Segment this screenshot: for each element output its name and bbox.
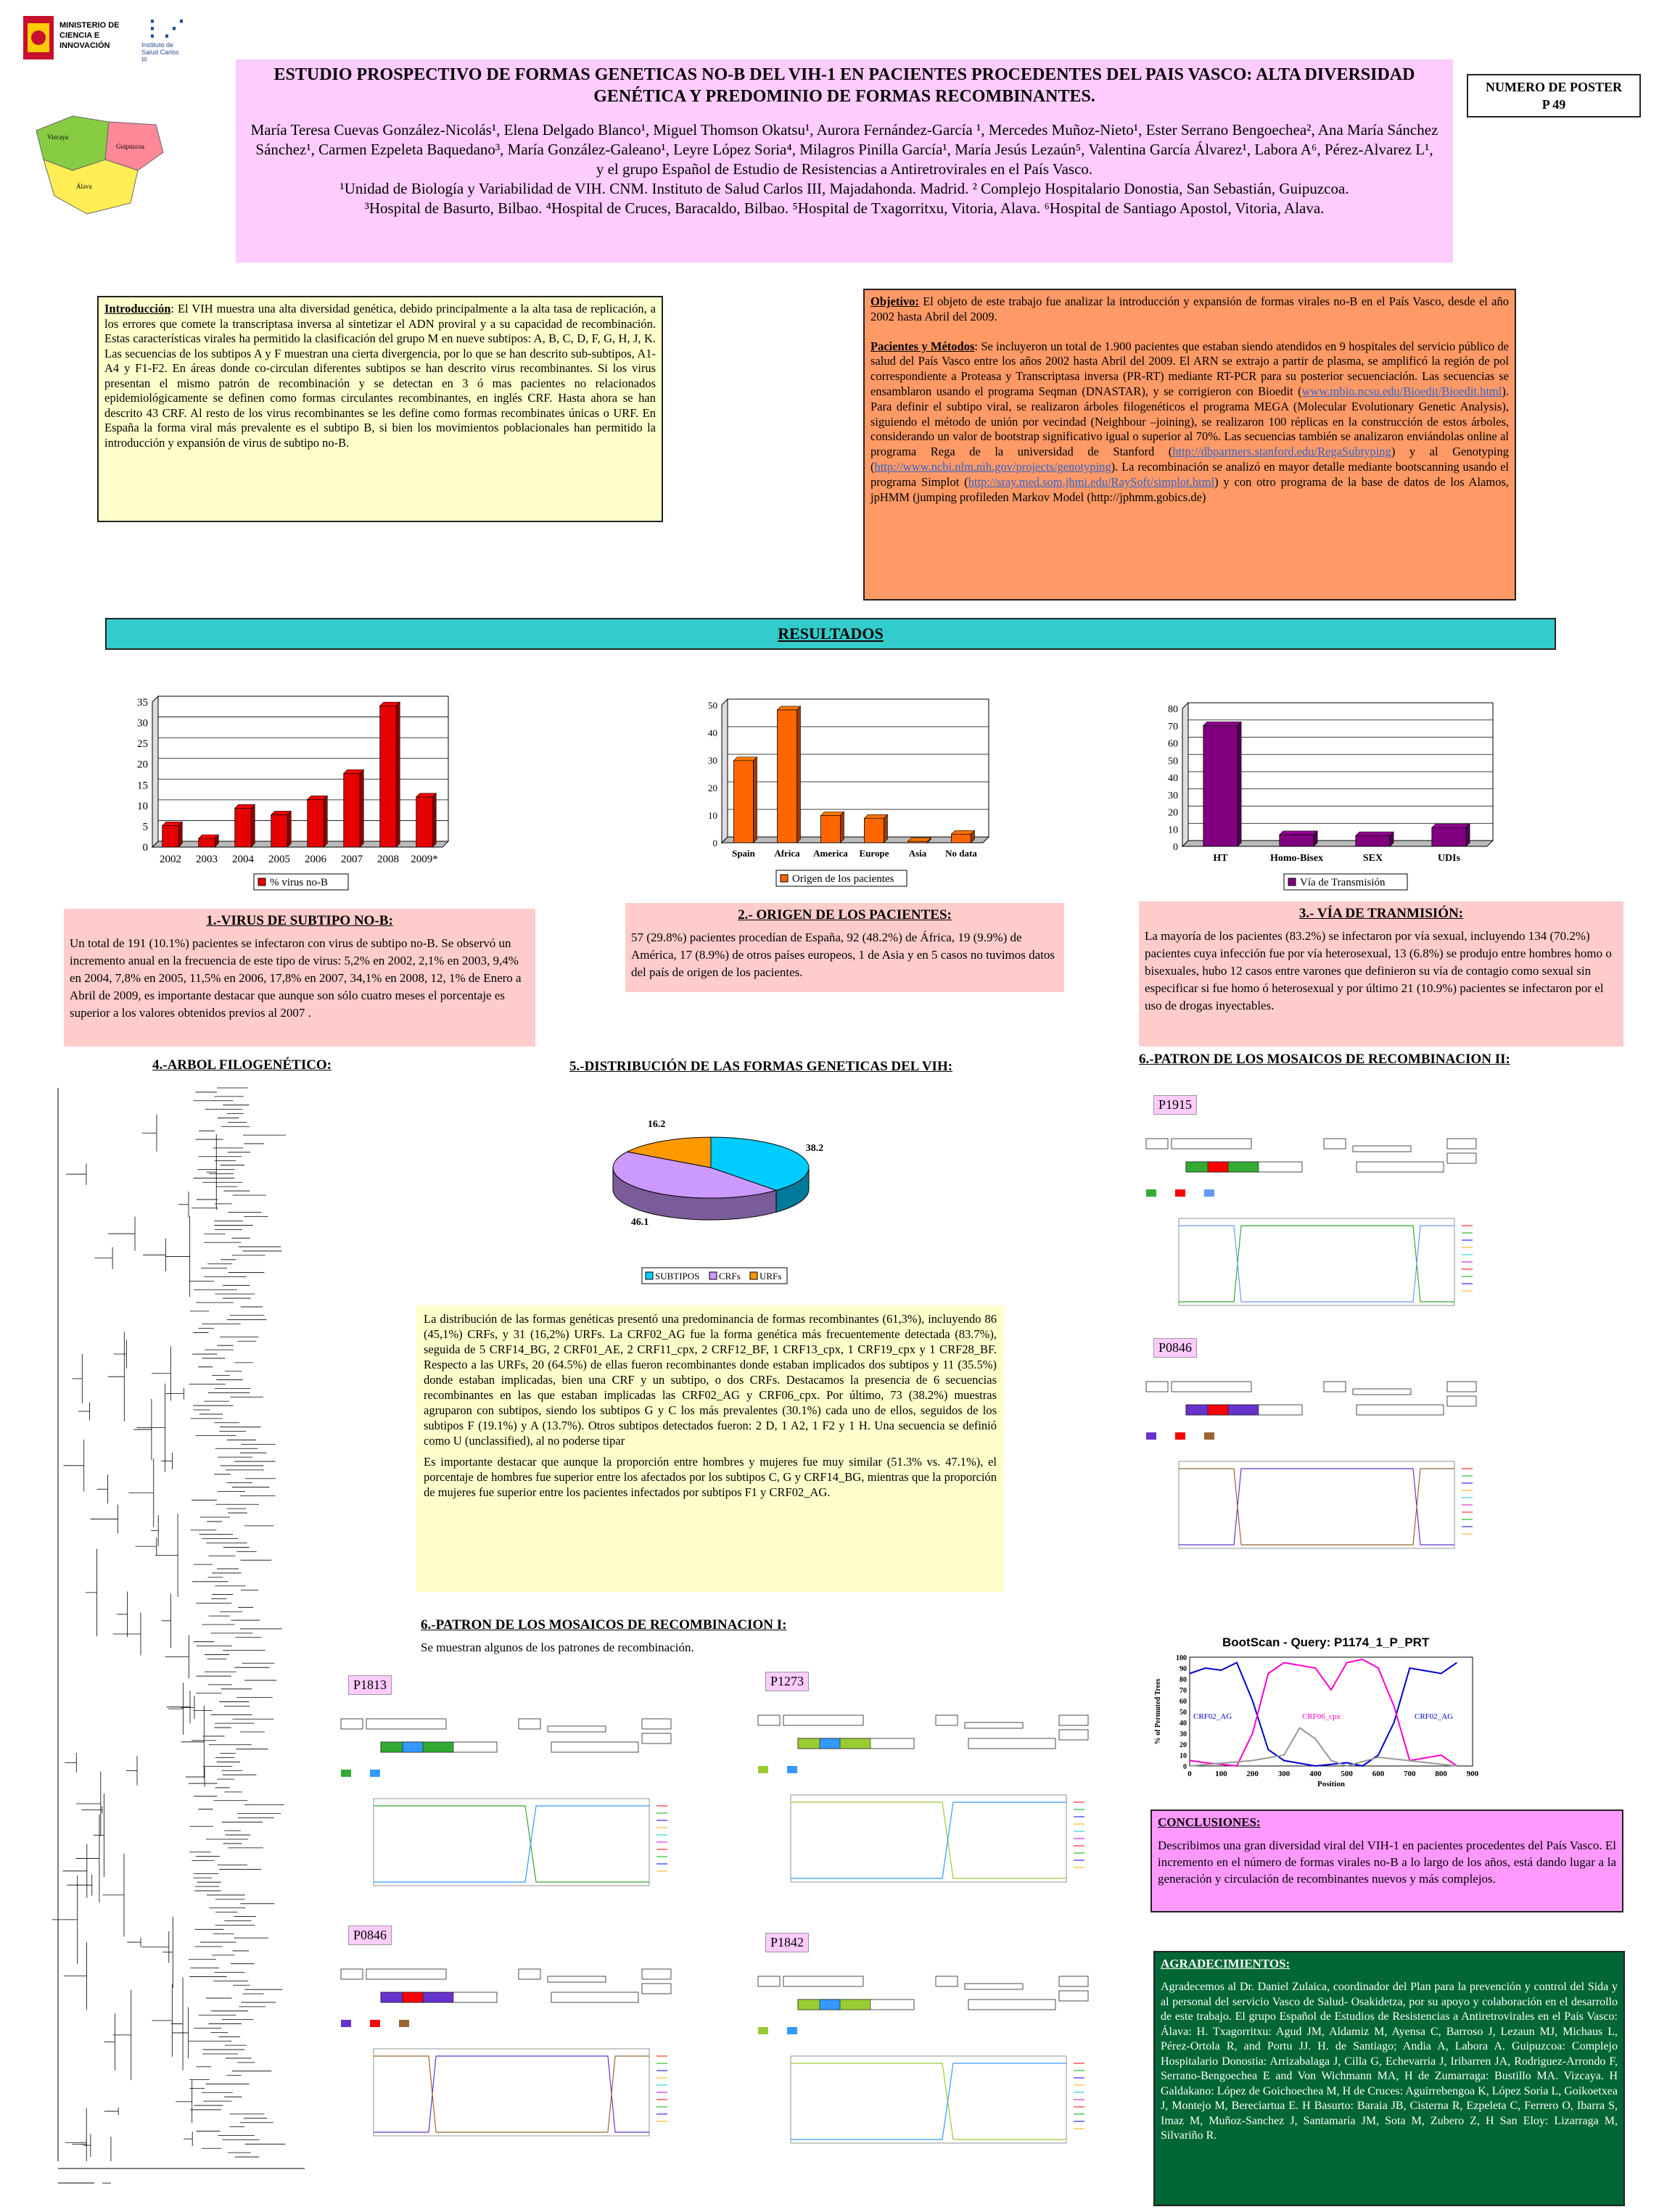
- genome-ltr-3: [1447, 1396, 1476, 1406]
- simplot-link[interactable]: http://sray.med.som.jhmi.edu/RaySoft/simplot.html: [968, 474, 1215, 489]
- bar: [271, 814, 288, 847]
- x-tick-label: 100: [1215, 1770, 1227, 1778]
- introduction-heading: Introducción: [104, 302, 171, 315]
- legend-swatch: [258, 878, 265, 886]
- section3-body: La mayoría de los pacientes (83.2%) se infectaron por vía sexual, incluyendo 134 (70.2%) pacientes cuya infección fue por vía heterosexual, 13 (6.8%) se produjo entre hombres homo o bisexuales, hubo 12 casos entre varones que definieron su vía de contagio como sexual sin especificar si fue homo ó heterosexual y por último 21 (10.9%) pacientes se infectaron por el uso de drogas inyectables.: [1145, 929, 1612, 1012]
- genome-tat: [965, 1984, 1023, 1989]
- section6b-title: 6.-PATRON DE LOS MOSAICOS DE RECOMBINACION II:: [1139, 1052, 1510, 1067]
- bar: [1280, 835, 1314, 846]
- bar-side: [360, 769, 363, 847]
- y-tick-label: 10: [1168, 825, 1178, 836]
- x-tick-label: 2008: [377, 854, 399, 865]
- plot-floor: [152, 841, 448, 847]
- y-tick-label: 70: [1180, 1687, 1187, 1695]
- introduction-box: [97, 296, 663, 522]
- section4-title: 4.-ARBOL FILOGENÉTICO:: [152, 1057, 332, 1073]
- x-tick-label: 2002: [160, 854, 181, 865]
- phylogenetic-tree: [44, 1081, 348, 2212]
- plot-area: [728, 699, 989, 837]
- section6a-subtitle: Se muestran algunos de los patrones de recombinación.: [421, 1641, 694, 1654]
- bootscan-region-label: CRF02_AG: [1193, 1712, 1232, 1721]
- legend-label: CRFs: [719, 1271, 741, 1282]
- x-tick-label: UDIs: [1437, 853, 1461, 864]
- genome-ltr-3: [1447, 1153, 1476, 1163]
- plot-left-wall: [722, 699, 728, 843]
- y-tick-label: 5: [142, 821, 148, 833]
- y-tick-label: 50: [1180, 1709, 1187, 1717]
- genome-tat: [965, 1722, 1023, 1728]
- bar: [380, 706, 397, 847]
- y-tick-label: 60: [1168, 738, 1178, 750]
- section6a-title: 6.-PATRON DE LOS MOSAICOS DE RECOMBINACION I:: [421, 1617, 787, 1633]
- pie-data-label: 46.1: [630, 1217, 649, 1229]
- section3-box: [1139, 901, 1623, 1047]
- bar-side: [287, 811, 291, 847]
- legend-swatch: [341, 1770, 351, 1777]
- y-tick-label: 20: [1168, 807, 1178, 819]
- y-tick-label: 70: [1168, 721, 1178, 732]
- ministry-logo: [22, 15, 138, 65]
- bar-side: [884, 814, 888, 843]
- section2-box: [625, 903, 1064, 992]
- y-tick-label: 30: [1168, 790, 1178, 801]
- y-tick-label: 10: [708, 810, 717, 821]
- acknowledgements-title: AGRADECIMIENTOS:: [1161, 1957, 1290, 1970]
- bar-top: [821, 812, 844, 815]
- bar-side: [1238, 722, 1241, 846]
- legend-swatch: [781, 875, 788, 882]
- bootscan-region-label: CRF02_AG: [1415, 1712, 1454, 1721]
- bootscan-plot-area: [791, 1795, 1066, 1882]
- mosaic-figure: [337, 1697, 686, 1915]
- bar-top: [1280, 831, 1317, 835]
- results-banner: [105, 618, 1556, 650]
- genome-gag: [783, 1976, 863, 1986]
- introduction-body: : El VIH muestra una alta diversidad genética, debido principalmente a la alta tasa de replicación, a los errores que comete la transcriptasa inversa al sintetizar el ADN proviral y a su capacidad de recombinación. Estas características virales ha permitido la clasificación del grupo M en nueve subtipos: A, B, C, D, F, G, H, J, K. Las secuencias de los subtipos A y F muestran una cierta divergencia, por lo que se han descrito sub-subtipos, A1-A4 y F1-F2. En áreas donde co-circulan diferentes subtipos se han descrito virus recombinantes. Si los virus presentan el mismo patrón de recombinación y se detectan en 3 ó mas pacientes no relacionados epidemiológicamente se definen como formas circulantes recombinantes, en inglés CRF. Hasta ahora se han descrito 43 CRF. Al resto de los virus recombinantes se les define como formas recombinates únicas o URF. En España la forma viral más prevalente es el subtipo B, si bien los movimientos poblacionales han permitido la introducción y expansión de virus de subtipo no-B.: [104, 302, 656, 450]
- map-label-alava: Álava: [76, 183, 92, 190]
- genome-vif: [1324, 1382, 1346, 1392]
- methods-body-1: : Se incluyeron un total de 1.900 pacientes que estaban siendo atendidos en 9 hospitales del servicio público de salud del País Vasco entre los años 2002 hasta Abril del 2009. El ARN se extrajo a partir de plasma, se amplificó la región de pol correspondiente a Proteasa y Transcriptasa inversa (PR-RT) mediante RT-PCR para su posterior secuenciación. Las secuencias se ensamblaron usando el programa Seqman (DNASTAR), y se corrigieron con Bioedit (: [870, 339, 1510, 398]
- bootscan-region-label: CRF06_cpx: [1302, 1712, 1341, 1721]
- bootscan-plot-area: [374, 1799, 649, 1886]
- bar: [865, 818, 884, 843]
- pie-data-label: 38.2: [805, 1143, 824, 1155]
- y-tick-label: 50: [708, 700, 717, 711]
- y-tick-label: 0: [712, 838, 717, 849]
- genome-ltr: [341, 1969, 363, 1979]
- x-tick-label: 900: [1466, 1770, 1479, 1778]
- legend-swatch: [646, 1272, 653, 1279]
- plot-floor: [722, 837, 989, 843]
- genome-env: [551, 1992, 638, 2002]
- genome-pol-segment: [1208, 1405, 1228, 1415]
- bar: [344, 773, 361, 847]
- x-tick-label: 2009*: [411, 854, 438, 865]
- genome-vif: [519, 1719, 540, 1729]
- section3-title: 3.- VÍA DE TRANMISIÓN:: [1298, 906, 1464, 921]
- x-tick-label: America: [813, 848, 848, 859]
- map-label-guipuzcoa: Guipúzcoa: [116, 143, 144, 150]
- bar: [416, 797, 433, 847]
- y-tick-label: 20: [708, 783, 717, 793]
- y-tick-label: 90: [1180, 1665, 1187, 1673]
- bar-top: [908, 838, 931, 841]
- genome-nef: [642, 1719, 671, 1729]
- y-tick-label: 20: [137, 759, 148, 771]
- x-tick-label: SEX: [1362, 853, 1383, 864]
- section5-body-1: La distribución de las formas genéticas presentó una predominancia de formas recombinantes (61,3%), incluyendo 86 (45,1%) CRFs, y 31 (16,2%) URFs. La CRF02_AG fue la forma genética más frecuentemente detectada (83.7%), seguida de 5 CRF14_BG, 2 CRF01_AE, 2 CRF11_cpx, 2 CRF12_BF, 1 CRF13_cpx, 1 CRF19_cpx y 1 CRF28_BF. Respecto a las URFs, 20 (64.5%) de ellas fueron recombinantes donde estaban implicados dos subtipos y 11 (35.5%) donde estaban implicadas, bien una CRF y un subtipo, o dos CRFs. Destacamos la presencia de 6 secuencias recombinantes en las que estaban implicadas las CRF02_AG y CRF06_cpx. Por último, 73 (38.2%) muestras agruparon con subtipos, siendo los subtipos G y C los más prevalentes (30.1%) cada uno de ellos, seguidos de los subtipos F (19.1%) y A (13.7%). Otros subtipos detectados fueron: 2 D, 1 A2, 1 F2 y 1 H. Una secuencia se definió como U (unclassified), al no poderse tipar: [424, 1312, 997, 1448]
- section2-body: 57 (29.8%) pacientes procedían de España, 92 (48.2%) de África, 19 (9.9%) de América, 17 (8.9%) de otros países europeos, 1 de Asia y en 5 casos no tuvimos datos del país de origen de los pacientes.: [631, 930, 1055, 979]
- genome-tat: [1353, 1389, 1411, 1395]
- poster-number-label: NUMERO DE POSTER: [1485, 80, 1622, 94]
- genome-env: [551, 1742, 638, 1752]
- y-tick-label: 80: [1168, 704, 1178, 715]
- genome-ltr: [1146, 1382, 1168, 1392]
- genome-nef: [1447, 1382, 1476, 1392]
- bioedit-link[interactable]: www.mbio.ncsu.edu/Bioedit/Bioedit.html: [1301, 384, 1502, 398]
- poster-number-box: [1467, 74, 1641, 117]
- methods-heading: Pacientes y Métodos: [870, 339, 975, 353]
- genome-gag: [366, 1719, 446, 1729]
- genome-gag: [783, 1715, 863, 1725]
- x-axis-label: Position: [1317, 1780, 1345, 1788]
- genome-vif: [519, 1969, 540, 1979]
- genome-vif: [936, 1976, 958, 1986]
- section1-title: 1.-VIRUS DE SUBTIPO NO-B:: [206, 913, 393, 928]
- chart-patient-origin: [696, 696, 1001, 888]
- conclusions-title: CONCLUSIONES:: [1158, 1815, 1261, 1829]
- bootscan-plot-area: [374, 2049, 649, 2136]
- bootscan-plot-area: [1179, 1218, 1454, 1305]
- y-tick-label: 0: [1183, 1763, 1187, 1771]
- genome-ltr: [758, 1715, 780, 1725]
- y-tick-label: 10: [137, 800, 148, 812]
- x-tick-label: 500: [1341, 1770, 1353, 1778]
- x-tick-label: No data: [945, 848, 977, 859]
- legend-swatch: [370, 1770, 380, 1777]
- genome-env: [1357, 1162, 1444, 1172]
- acknowledgements-box: [1153, 1951, 1625, 2206]
- legend-swatch: [758, 2027, 768, 2034]
- y-tick-label: 35: [137, 697, 148, 709]
- legend-swatch: [758, 1766, 768, 1773]
- poster-title: ESTUDIO PROSPECTIVO DE FORMAS GENETICAS NO-B DEL VIH-1 EN PACIENTES PROCEDENTES DEL PAIS VASCO: ALTA DIVERSIDAD GENÉTICA Y PREDOMINIO DE FORMAS RECOMBINANTES.: [273, 65, 1415, 106]
- bar-top: [1203, 722, 1241, 725]
- genome-ltr-3: [1059, 1991, 1088, 2001]
- x-tick-label: 2004: [232, 854, 254, 865]
- genome-pol-segment: [1208, 1162, 1228, 1172]
- objective-body: El objeto de este trabajo fue analizar la introducción y expansión de formas virales no-B en el País Vasco, desde el año 2002 hasta Abril del 2009.: [870, 294, 1509, 323]
- genome-pol-segment: [403, 1992, 423, 2002]
- x-tick-label: HT: [1213, 853, 1228, 864]
- x-tick-label: Africa: [774, 848, 800, 859]
- map-label-vizcaya: Vizcaya: [47, 133, 68, 141]
- x-tick-label: 2005: [268, 854, 290, 865]
- methods-body-5: ) y con otro programa de la base de datos de los Alamos, jpHMM (jumping profileden Markov Model (http://jphmm.gobics.de): [870, 474, 1509, 504]
- x-tick-label: Homo-Bisex: [1269, 853, 1324, 864]
- legend-swatch: [709, 1272, 717, 1279]
- bar: [199, 838, 215, 847]
- genome-env: [968, 2000, 1055, 2010]
- pie-data-label: 16.2: [647, 1119, 666, 1131]
- bar-side: [754, 757, 757, 843]
- legend-swatch: [399, 2020, 409, 2027]
- acknowledgements-body: Agradecemos al Dr. Daniel Zulaica, coordinador del Plan para la prevención y control del Sida y al personal del servicio Vasco de Salud- Osakidetza, por su apoyo y colaboración en el desarrollo de este trabajo. El grupo Español de Estudios de Resistencias a Antiretrovirales en el País Vasco: Álava: H. Txagorritxu: Agud JM, Aldamiz M, Ayensa C, Barroso J, Lezaun MJ, Michaus L, Pérez-Ortola R, and Portu JJ. H. de Santiago; Andia A, Labora A. Guipuzcoa: Complejo Hospitalario Donostia: Arrizabalaga J, Cilla G, Echevarria J, Iribarren JA, Rodriguez-Arrondo F, Serrano-Bengoechea E and Von Wichmann MA, H de Zumarraga: Bustillo MA. Vizcaya. H Galdakano: López de Goichoechea M, H de Cruces: Aguirrebengoa K, López Soria L, Goikoetxea J, Montejo M, Bereciartua E. H Basurto: Baraia JB, Cisterna R, Ezpeleta C, Ferrero O, Ibarra S, Imaz M, Muñoz-Sanchez J, Santamaría JM, Sota M, Zubero Z, H San Eloy: Lizarraga M, Silvariño R.: [1161, 1981, 1618, 2142]
- bar-side: [178, 822, 182, 847]
- section1-body: Un total de 191 (10.1%) pacientes se infectaron con virus de subtipo no-B. Se observó un incremento anual en la frecuencia de este tipo de virus: 5,2% en 2002, 2,1% en 2003, 9,4% en 2004, 7,8% en 2005, 11,5% en 2006, 17,8% en 2007, 34,1% en 2008, 12, 1% de Enero a Abril de 2009, es importante destacar que aunque son sólo cuatro meses el porcentaje es superior a los valores obtenidos previos al 2007 .: [70, 936, 522, 1020]
- genome-pol-segment: [820, 1738, 840, 1749]
- genome-nef: [1447, 1139, 1476, 1149]
- legend-swatch: [1146, 1189, 1156, 1197]
- y-tick-label: 0: [1173, 842, 1178, 853]
- bar: [1356, 835, 1390, 846]
- bar-side: [324, 796, 327, 847]
- y-tick-label: 20: [1180, 1741, 1187, 1749]
- legend-swatch: [787, 1766, 797, 1773]
- mosaic-figure: [1143, 1360, 1491, 1577]
- rega-link[interactable]: http://dbpartners.stanford.edu/RegaSubtyping: [1172, 445, 1391, 459]
- isciii-logo: [141, 16, 185, 67]
- bar: [308, 799, 324, 847]
- bar-side: [396, 702, 400, 847]
- bar: [821, 815, 841, 843]
- section5-text-box: [416, 1305, 1004, 1592]
- legend-label: Vía de Transmisión: [1300, 877, 1386, 888]
- mosaic-label: P0846: [348, 1926, 392, 1945]
- poster-number-value: P 49: [1541, 97, 1566, 112]
- y-tick-label: 80: [1180, 1676, 1187, 1684]
- y-tick-label: 0: [142, 842, 148, 854]
- mosaic-label: P1915: [1153, 1095, 1197, 1115]
- genome-nef: [642, 1969, 671, 1979]
- bar: [235, 808, 252, 847]
- bar-side: [841, 812, 844, 843]
- bar: [778, 710, 797, 843]
- mosaic-label: P1842: [765, 1933, 809, 1952]
- y-tick-label: 60: [1180, 1698, 1187, 1706]
- bootscan-main-plot-area: [1190, 1657, 1473, 1766]
- x-tick-label: 2006: [305, 854, 326, 865]
- genome-ltr-3: [1059, 1730, 1088, 1740]
- x-tick-label: 2007: [341, 854, 363, 865]
- genome-tat: [548, 1976, 606, 1982]
- y-tick-label: 40: [1168, 773, 1178, 784]
- bar: [952, 834, 971, 843]
- bootscan-plot-area: [791, 2056, 1066, 2143]
- objective-heading: Objetivo:: [870, 294, 919, 308]
- genome-vif: [936, 1715, 958, 1725]
- bar-side: [1466, 824, 1470, 846]
- basque-country-map: [29, 109, 170, 218]
- author-list: María Teresa Cuevas González-Nicolás¹, Elena Delgado Blanco¹, Miguel Thomson Okatsu¹, Aurora Fernández-García ¹, Mercedes Muñoz-Nieto¹, Ester Serrano Bengoechea², Ana María Sánchez Sánchez¹, Carmen Ezpeleta Baquedano³, María González-Galeano¹, Leyre López Soria⁴, Milagros Pinilla García¹, María Jesús Lezaún⁵, Valentina García Álvarez¹, Labora A⁶, Pérez-Alvarez L¹, y el grupo Español de Estudio de Resistencias a Antiretrovirales en el País Vasco.: [250, 121, 1438, 178]
- bootscan-figure: [1150, 1635, 1483, 1788]
- bar: [1203, 725, 1238, 846]
- genome-ltr: [1146, 1139, 1168, 1149]
- bar-side: [432, 793, 436, 847]
- mosaic-label: P1273: [765, 1672, 809, 1691]
- mosaic-figure: [1143, 1117, 1491, 1334]
- legend-swatch: [341, 2020, 351, 2027]
- y-tick-label: 10: [1180, 1752, 1187, 1760]
- bar-top: [734, 757, 757, 761]
- legend-swatch: [370, 2020, 380, 2027]
- genome-ltr-3: [642, 1733, 671, 1743]
- isciii-symbol-icon: ⋮⋰: [141, 17, 185, 41]
- bar-top: [952, 830, 975, 834]
- genome-gag: [1172, 1382, 1251, 1392]
- legend-label: Origen de los pacientes: [792, 873, 894, 885]
- x-tick-label: 0: [1187, 1770, 1192, 1778]
- methods-body-2: ). Para definir el subtipo viral, se realizaron árboles filogenéticos el programa MEGA (Molecular Evolutionary Genetic Analysis), siguiendo el método de unión por vecindad (Neighbour –joining), se realizaron 100 réplicas en la construcción de estos árboles, considerando un valor de bootstrap significativo igual o superior al 70%. Las secuencias también se analizaron enviándolas online al programa Rega de la universidad de Stanford (: [870, 384, 1509, 459]
- affiliations-2: ³Hospital de Basurto, Bilbao. ⁴Hospital de Cruces, Baracaldo, Bilbao. ⁵Hospital de Txagorritxu, Vitoria, Alava. ⁶Hospital de Santiago Apostol, Vitoria, Alava.: [364, 199, 1325, 217]
- y-tick-label: 30: [1180, 1730, 1187, 1738]
- x-tick-label: 2003: [196, 854, 218, 865]
- title-block: [236, 59, 1453, 263]
- plot-left-wall: [1182, 703, 1188, 846]
- section1-box: [64, 909, 535, 1047]
- x-tick-label: 600: [1372, 1770, 1385, 1778]
- x-tick-label: 700: [1404, 1770, 1416, 1778]
- mosaic-figure: [337, 1947, 686, 2165]
- chart-genetic-forms-pie: [602, 1117, 863, 1291]
- legend-swatch: [787, 2027, 797, 2034]
- y-tick-label: 30: [708, 755, 717, 766]
- y-tick-label: 40: [708, 727, 717, 738]
- conclusions-body: Describimos una gran diversidad viral del VIH-1 en pacientes procedentes del País Vasco. El incremento en el número de formas virales no-B a lo largo de los años, está dando lugar a la generación y circulación de recombinantes nuevos y más complejos.: [1158, 1838, 1616, 1886]
- chart-nonb-by-year: [116, 689, 457, 892]
- mosaic-figure: [754, 1955, 1103, 2172]
- genome-gag: [1172, 1139, 1251, 1149]
- legend-swatch: [1175, 1189, 1185, 1197]
- legend-swatch: [1204, 1432, 1214, 1440]
- y-tick-label: 30: [137, 717, 148, 730]
- x-tick-label: Asia: [908, 848, 927, 859]
- y-tick-label: 15: [137, 780, 148, 792]
- genome-nef: [1059, 1976, 1088, 1986]
- y-tick-label: 100: [1176, 1654, 1187, 1662]
- bar-side: [251, 804, 255, 847]
- bar-top: [865, 814, 888, 818]
- bar: [734, 761, 754, 843]
- genome-tat: [1353, 1146, 1411, 1152]
- methods-body-4: ). La recombinación se analizó en mayor detalle mediante bootscanning usando el programa Simplot (: [870, 459, 1509, 489]
- bar: [1432, 828, 1466, 846]
- x-tick-label: 200: [1246, 1770, 1259, 1778]
- x-tick-label: Spain: [732, 848, 755, 859]
- objective-methods-box: [863, 289, 1516, 601]
- x-tick-label: 300: [1277, 1770, 1290, 1778]
- y-tick-label: 40: [1180, 1720, 1187, 1728]
- section2-title: 2.- ORIGEN DE LOS PACIENTES:: [738, 907, 952, 923]
- genotyping-link[interactable]: http://www.ncbi.nlm.nih.gov/projects/genotyping: [874, 459, 1111, 474]
- chart-transmission-route: [1153, 700, 1494, 892]
- legend-label: SUBTIPOS: [655, 1271, 700, 1282]
- methods-body-3: ) y al Genotyping (: [870, 445, 1509, 474]
- x-tick-label: 800: [1435, 1770, 1447, 1778]
- genome-tat: [548, 1726, 606, 1732]
- plot-area: [158, 696, 448, 841]
- legend-swatch: [1204, 1189, 1214, 1197]
- bar-top: [1432, 824, 1470, 828]
- mosaic-figure: [754, 1693, 1103, 1911]
- y-axis-label: % of Permuted Trees: [1154, 1678, 1162, 1745]
- legend-label: % virus no-B: [270, 877, 328, 888]
- section5-body-2: Es importante destacar que aunque la proporción entre hombres y mujeres fue muy similar (51.3% vs. 47.1%), el porcentaje de hombres fue superior entre los afectados por los subtipos C, G y CRF14_BG, mientras que la proporción de mujeres fue superior entre los pacientes infectados por subtipos F1 y CRF02_AG.: [424, 1455, 997, 1499]
- bootscan-title: BootScan - Query: P1174_1_P_PRT: [1222, 1635, 1430, 1649]
- genome-ltr-3: [642, 1984, 671, 1994]
- conclusions-box: [1150, 1809, 1623, 1912]
- y-tick-label: 25: [137, 738, 148, 751]
- bar-side: [797, 706, 801, 843]
- legend-swatch: [1146, 1432, 1156, 1440]
- genome-ltr: [341, 1719, 363, 1729]
- genome-gag: [366, 1969, 446, 1979]
- results-banner-label: RESULTADOS: [778, 624, 884, 643]
- genome-nef: [1059, 1715, 1088, 1725]
- affiliations-1: ¹Unidad de Biología y Variabilidad de VIH. CNM. Instituto de Salud Carlos III, Majadahonda. Madrid. ² Complejo Hospitalario Donostia, San Sebastián, Guipuzcoa.: [339, 180, 1349, 197]
- legend-swatch: [750, 1272, 757, 1279]
- isciii-logo-text: Instituto de Salud Carlos III: [141, 41, 179, 63]
- genome-pol-segment: [403, 1742, 423, 1752]
- genome-vif: [1324, 1139, 1346, 1149]
- bar-top: [778, 706, 801, 710]
- legend-swatch: [1288, 878, 1296, 886]
- ministry-logo-text: MINISTERIO DE CIENCIA E INNOVACIÓN: [59, 21, 120, 50]
- section5-title: 5.-DISTRIBUCIÓN DE LAS FORMAS GENETICAS DEL VIH:: [569, 1059, 953, 1074]
- bootscan-plot-area: [1179, 1461, 1454, 1548]
- bar: [162, 825, 179, 847]
- genome-ltr: [758, 1976, 780, 1986]
- bar-top: [1356, 832, 1394, 835]
- genome-pol-segment: [820, 2000, 840, 2010]
- mosaic-label: P0846: [1153, 1338, 1197, 1358]
- legend-label: URFs: [759, 1271, 782, 1282]
- plot-left-wall: [152, 696, 158, 847]
- genome-env: [1357, 1405, 1444, 1415]
- mosaic-label: P1813: [348, 1675, 392, 1695]
- x-tick-label: 400: [1309, 1770, 1322, 1778]
- legend-swatch: [1175, 1432, 1185, 1440]
- y-tick-label: 50: [1168, 756, 1178, 767]
- genome-env: [968, 1738, 1055, 1749]
- x-tick-label: Europe: [859, 848, 889, 859]
